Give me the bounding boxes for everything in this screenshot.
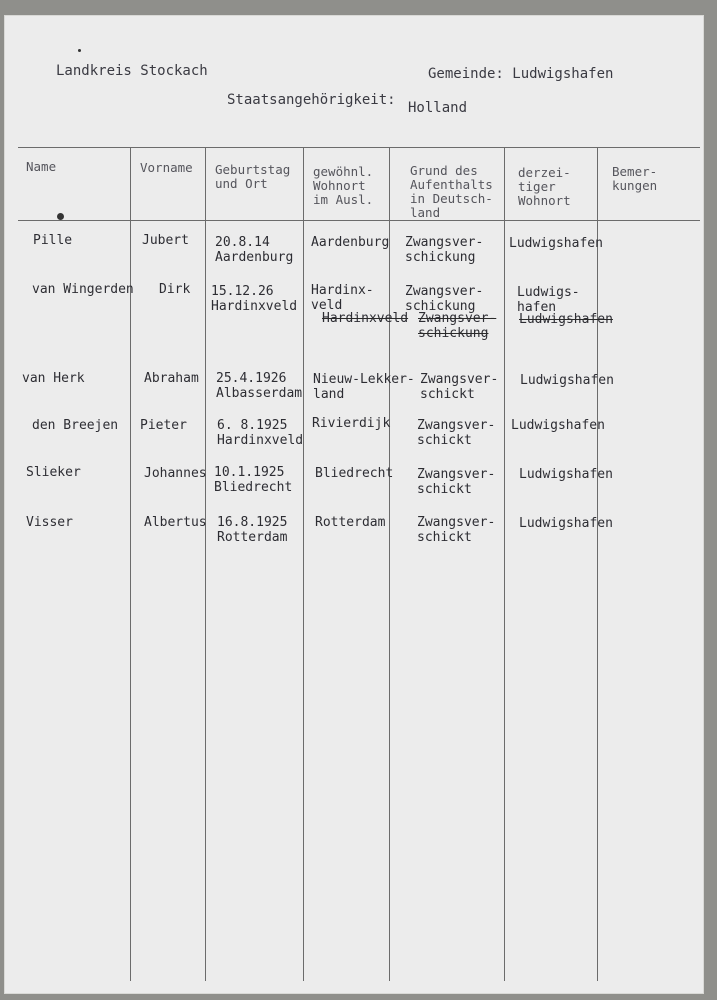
row-grund: Zwangsver- schickung bbox=[405, 235, 484, 265]
ink-speck bbox=[78, 49, 81, 52]
row-name: Visser bbox=[26, 515, 73, 530]
column-header-derzeit: derzei- tiger Wohnort bbox=[518, 165, 571, 208]
struck-wohnort: Hardinxveld bbox=[322, 311, 409, 326]
row-vorname: Albertus bbox=[144, 515, 207, 530]
row-geburt: 15.12.26 Hardinxveld bbox=[211, 284, 298, 314]
row-vorname: Johannes bbox=[144, 466, 207, 481]
row-vorname: Dirk bbox=[159, 282, 191, 297]
row-derzeit: Ludwigshafen bbox=[520, 373, 614, 388]
column-header-geburt: Geburtstag und Ort bbox=[215, 162, 291, 191]
row-derzeit: Ludwigs- hafen bbox=[517, 285, 580, 315]
row-grund: Zwangsver- schickt bbox=[417, 515, 496, 545]
row-wohnort: Hardinx- veld bbox=[311, 283, 374, 313]
row-derzeit: Ludwigshafen bbox=[519, 467, 613, 482]
column-header-bemerkungen: Bemer- kungen bbox=[612, 164, 658, 193]
row-derzeit: Ludwigshafen bbox=[511, 418, 605, 433]
row-wohnort: Bliedrecht bbox=[315, 466, 394, 481]
row-grund: Zwangsver- schickt bbox=[417, 467, 496, 497]
row-wohnort: Rivierdijk bbox=[312, 416, 391, 431]
row-grund: Zwangsver- schickung bbox=[405, 284, 484, 314]
row-name: van Wingerden bbox=[32, 282, 134, 297]
column-header-wohnort: gewöhnl. Wohnort im Ausl. bbox=[313, 164, 374, 207]
column-header-grund: Grund des Aufenthalts in Deutsch- land bbox=[410, 163, 493, 220]
citizenship-label: Staatsangehörigkeit: bbox=[227, 92, 396, 108]
column-divider bbox=[130, 147, 131, 981]
row-name: van Herk bbox=[22, 371, 85, 386]
row-name: Slieker bbox=[26, 465, 81, 480]
row-geburt: 6. 8.1925 Hardinxveld bbox=[217, 418, 304, 448]
document-page bbox=[5, 16, 703, 993]
punch-hole-mark bbox=[57, 213, 64, 220]
row-geburt: 10.1.1925 Bliedrecht bbox=[214, 465, 293, 495]
column-header-name: Name bbox=[26, 159, 57, 174]
row-vorname: Pieter bbox=[140, 418, 187, 433]
district-label: Landkreis Stockach bbox=[56, 63, 208, 79]
column-divider bbox=[389, 147, 390, 981]
row-geburt: 20.8.14 Aardenburg bbox=[215, 235, 294, 265]
row-geburt: 25.4.1926 Albasserdam bbox=[216, 371, 303, 401]
row-name: den Breejen bbox=[32, 418, 119, 433]
struck-grund: Zwangsver- schickung bbox=[418, 311, 497, 341]
row-wohnort: Rotterdam bbox=[315, 515, 386, 530]
row-grund: Zwangsver- schickt bbox=[417, 418, 496, 448]
column-header-vorname: Vorname bbox=[140, 160, 193, 175]
row-wohnort: Aardenburg bbox=[311, 235, 390, 250]
row-derzeit: Ludwigshafen bbox=[519, 516, 613, 531]
row-vorname: Jubert bbox=[142, 233, 189, 248]
column-divider bbox=[205, 147, 206, 981]
column-divider bbox=[504, 147, 505, 981]
row-vorname: Abraham bbox=[144, 371, 199, 386]
column-divider bbox=[597, 147, 598, 981]
struck-derzeit: Ludwigshafen bbox=[519, 312, 613, 327]
row-derzeit: Ludwigshafen bbox=[509, 236, 603, 251]
citizenship-value: Holland bbox=[408, 100, 468, 116]
row-wohnort: Nieuw-Lekker- land bbox=[313, 372, 415, 402]
row-grund: Zwangsver- schickt bbox=[420, 372, 499, 402]
row-name: Pille bbox=[33, 233, 73, 248]
column-divider bbox=[303, 147, 304, 981]
municipality-label: Gemeinde: Ludwigshafen bbox=[428, 66, 614, 82]
row-geburt: 16.8.1925 Rotterdam bbox=[217, 515, 288, 545]
